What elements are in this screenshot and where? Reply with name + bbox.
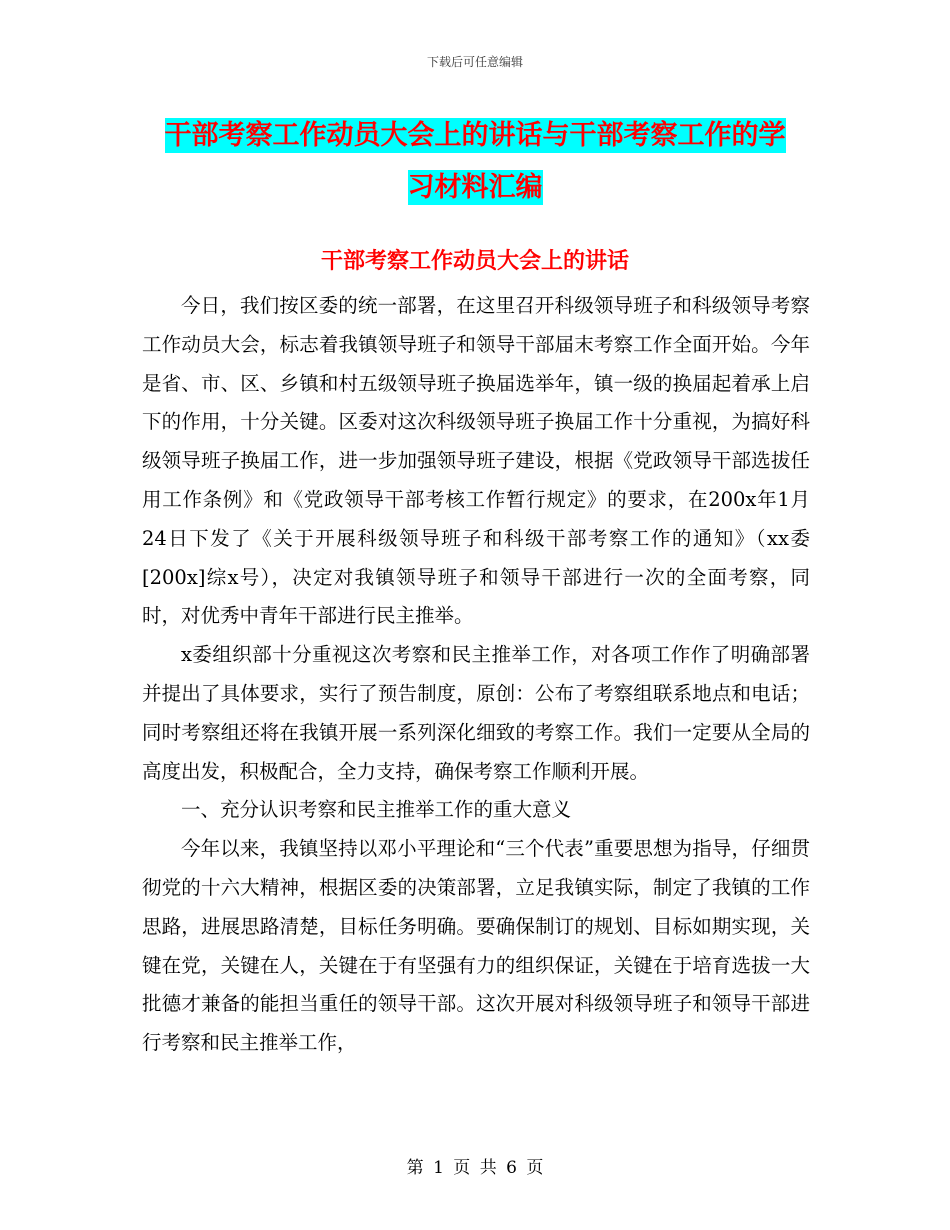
document-title-line-1: 干部考察工作动员大会上的讲话与干部考察工作的学 <box>164 120 786 151</box>
header-note: 下载后可任意编辑 <box>426 55 523 69</box>
document-body <box>142 287 810 1063</box>
page-footer: 第 1 页 共 6 页 <box>406 1158 544 1178</box>
paragraph: 今年以来，我镇坚持以邓小平理论和“三个代表”重要思想为指导，仔细贯彻党的十六大精神，根据区委的决策部署，立足我镇实际，制定了我镇的工作思路，进展思路清楚，目标任务明确。要确保制订的规划、目标如期实现，关键在党，关键在人，关键在于有坚强有力的组织保证，关键在于培育选拔一大批德才兼备的能担当重任的领导干部。这次开展对科级领导班子和领导干部进行考察和民主推举工作， <box>142 837 810 1055</box>
paragraph: 今日，我们按区委的统一部署，在这里召开科级领导班子和科级领导考察工作动员大会，标志着我镇领导班子和领导干部届末考察工作全面开始。今年是省、市、区、乡镇和村五级领导班子换届选举年，镇一级的换届起着承上启下的作用，十分关键。区委对这次科级领导班子换届工作十分重视，为搞好科级领导班子换届工作，进一步加强领导班子建设，根据《党政领导干部选拔任用工作条例》和《党政领导干部考核工作暂行规定》的要求，在200x年1月24日下发了《关于开展科级领导班子和科级干部考察工作的通知》（xx委[200x]综x号），决定对我镇领导班子和领导干部进行一次的全面考察，同时，对优秀中青年干部进行民主推举。 <box>142 294 810 628</box>
document-title-line-2: 习材料汇编 <box>407 172 543 203</box>
section-title: 干部考察工作动员大会上的讲话 <box>320 249 629 274</box>
paragraph: x委组织部十分重视这次考察和民主推举工作，对各项工作作了明确部署并提出了具体要求，实行了预告制度，原创：公布了考察组联系地点和电话；同时考察组还将在我镇开展一系列深化细致的考察工作。我们一定要从全局的高度出发，积极配合，全力支持，确保考察工作顺利开展。 <box>142 643 810 783</box>
document-title <box>140 110 810 214</box>
subheading: 一、充分认识考察和民主推举工作的重大意义 <box>181 798 572 822</box>
